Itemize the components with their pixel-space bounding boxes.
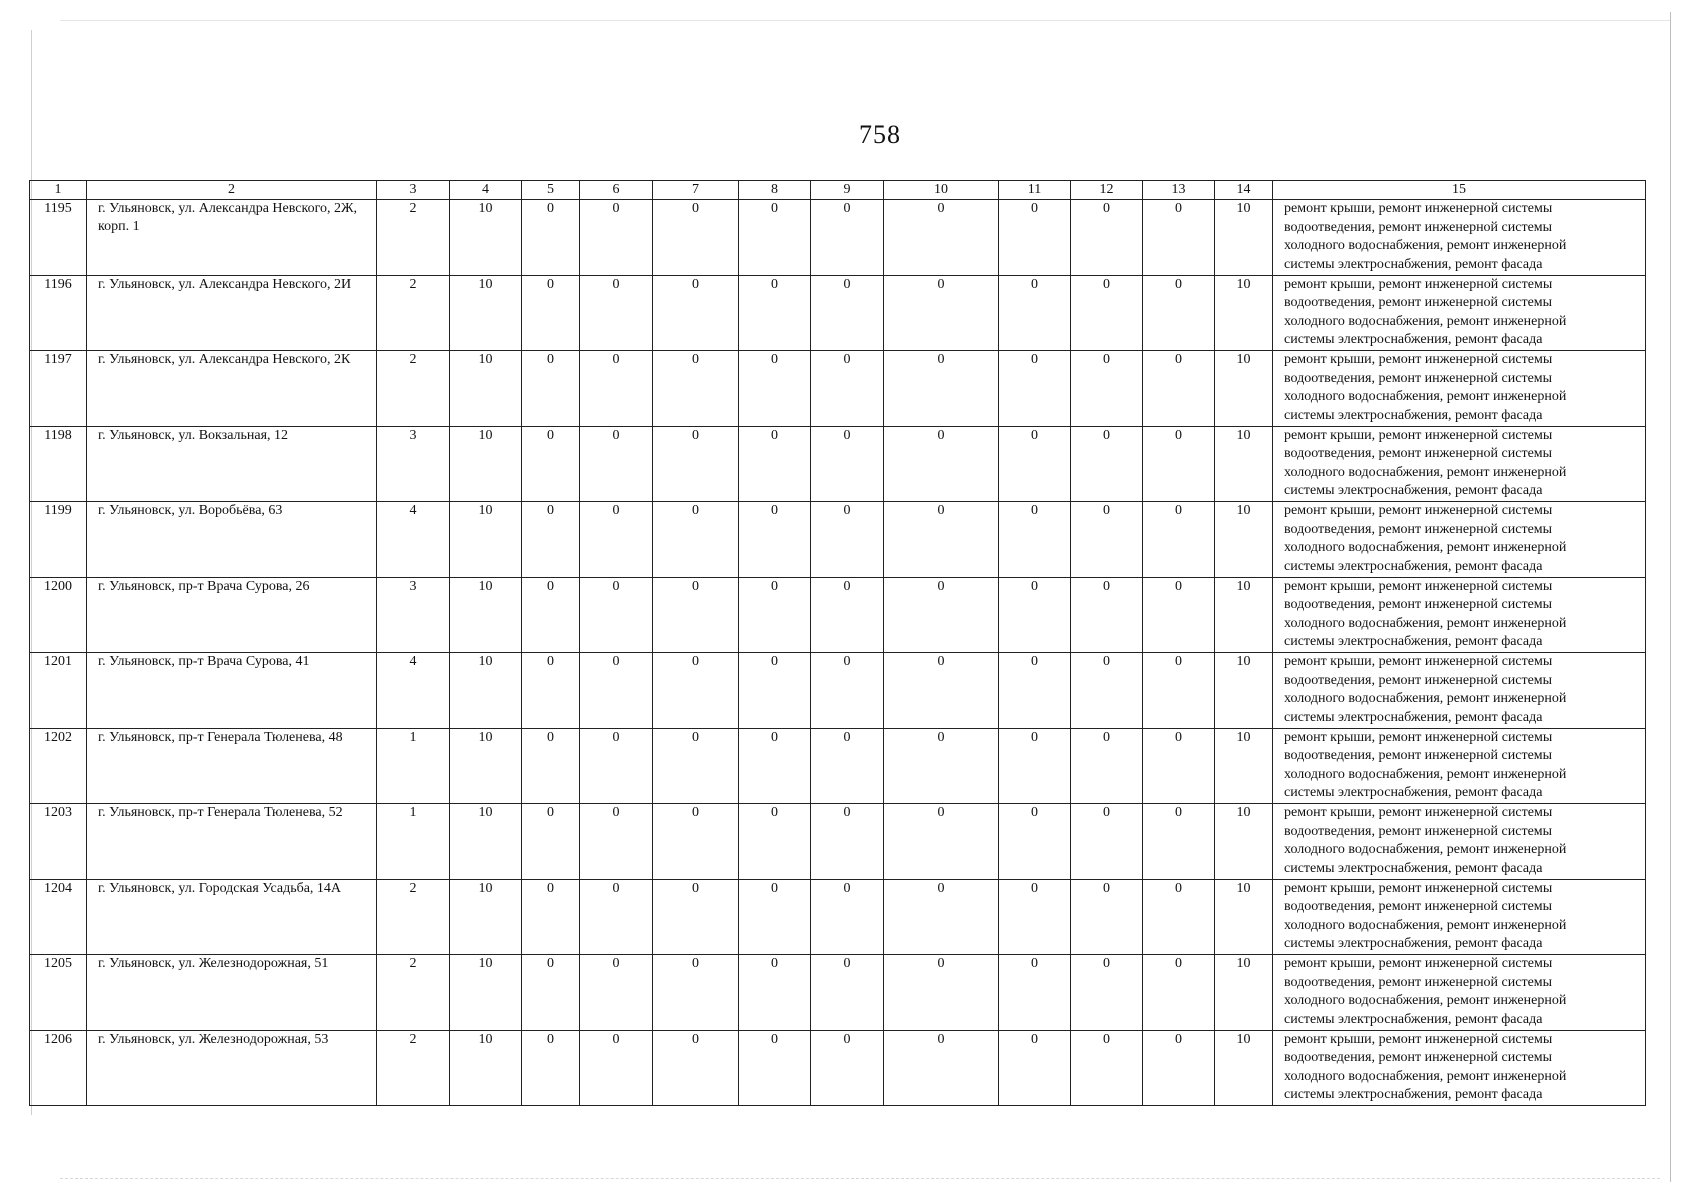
value-cell-col-11: 0: [999, 426, 1071, 502]
value-cell-col-4: 10: [450, 275, 522, 351]
table-row: [30, 955, 1646, 1031]
value-cell-col-10: 0: [884, 653, 999, 729]
value-cell-col-7: 0: [653, 1030, 739, 1106]
value-cell-col-13: 0: [1143, 728, 1215, 804]
value-cell-col-11: 0: [999, 653, 1071, 729]
address-cell: г. Ульяновск, ул. Александра Невского, 2Ж, корп. 1: [87, 200, 377, 276]
address-cell: г. Ульяновск, ул. Железнодорожная, 51: [87, 955, 377, 1031]
row-number-cell: 1202: [30, 728, 87, 804]
value-cell-col-7: 0: [653, 502, 739, 578]
column-header-12: 12: [1071, 181, 1143, 200]
work-types-line: ремонт крыши, ремонт инженерной системы: [1284, 503, 1553, 518]
value-cell-col-13: 0: [1143, 275, 1215, 351]
work-types-cell: [1273, 879, 1646, 955]
column-header-8: 8: [739, 181, 811, 200]
work-types-line: водоотведения, ремонт инженерной системы: [1284, 1050, 1553, 1065]
row-number-cell: 1200: [30, 577, 87, 653]
table-row: [30, 804, 1646, 880]
table-row: [30, 426, 1646, 502]
work-types-line: водоотведения, ремонт инженерной системы: [1284, 899, 1553, 914]
value-cell-col-6: 0: [580, 275, 653, 351]
table-row: [30, 200, 1646, 276]
work-types-line: системы электроснабжения, ремонт фасада: [1284, 785, 1543, 800]
column-header-4: 4: [450, 181, 522, 200]
column-header-5: 5: [522, 181, 580, 200]
value-cell-col-6: 0: [580, 200, 653, 276]
value-cell-col-5: 0: [522, 653, 580, 729]
value-cell-col-8: 0: [739, 728, 811, 804]
value-cell-col-7: 0: [653, 728, 739, 804]
work-types-line: водоотведения, ремонт инженерной системы: [1284, 370, 1553, 386]
value-cell-col-11: 0: [999, 1030, 1071, 1106]
value-cell-col-13: 0: [1143, 426, 1215, 502]
value-cell-col-12: 0: [1071, 275, 1143, 351]
value-cell-col-14: 10: [1215, 955, 1273, 1031]
value-cell-col-3: 2: [377, 879, 450, 955]
row-number-cell: 1201: [30, 653, 87, 729]
value-cell-col-14: 10: [1215, 351, 1273, 427]
scan-edge-top: [60, 20, 1670, 21]
value-cell-col-12: 0: [1071, 577, 1143, 653]
work-types-line: ремонт крыши, ремонт инженерной системы: [1284, 427, 1553, 443]
value-cell-col-11: 0: [999, 351, 1071, 427]
value-cell-col-3: 3: [377, 426, 450, 502]
value-cell-col-8: 0: [739, 879, 811, 955]
value-cell-col-5: 0: [522, 577, 580, 653]
value-cell-col-14: 10: [1215, 200, 1273, 276]
value-cell-col-11: 0: [999, 879, 1071, 955]
value-cell-col-12: 0: [1071, 879, 1143, 955]
value-cell-col-4: 10: [450, 577, 522, 653]
value-cell-col-11: 0: [999, 804, 1071, 880]
value-cell-col-7: 0: [653, 577, 739, 653]
value-cell-col-9: 0: [811, 426, 884, 502]
value-cell-col-4: 10: [450, 879, 522, 955]
value-cell-col-14: 10: [1215, 426, 1273, 502]
value-cell-col-4: 10: [450, 1030, 522, 1106]
table-row: [30, 351, 1646, 427]
work-types-cell: [1273, 653, 1646, 729]
value-cell-col-13: 0: [1143, 351, 1215, 427]
value-cell-col-11: 0: [999, 577, 1071, 653]
row-number-cell: 1199: [30, 502, 87, 578]
value-cell-col-5: 0: [522, 351, 580, 427]
row-number-cell: 1196: [30, 275, 87, 351]
work-types-line: водоотведения, ремонт инженерной системы: [1284, 748, 1553, 763]
work-types-line: ремонт крыши, ремонт инженерной системы: [1284, 880, 1553, 896]
value-cell-col-9: 0: [811, 653, 884, 729]
work-types-line: водоотведения, ремонт инженерной системы: [1284, 597, 1553, 612]
value-cell-col-12: 0: [1071, 653, 1143, 729]
value-cell-col-14: 10: [1215, 804, 1273, 880]
value-cell-col-12: 0: [1071, 1030, 1143, 1106]
value-cell-col-13: 0: [1143, 502, 1215, 578]
value-cell-col-8: 0: [739, 502, 811, 578]
value-cell-col-3: 2: [377, 955, 450, 1031]
value-cell-col-6: 0: [580, 577, 653, 653]
row-number-cell: 1195: [30, 200, 87, 276]
value-cell-col-10: 0: [884, 879, 999, 955]
work-types-line: ремонт крыши, ремонт инженерной системы: [1284, 1031, 1553, 1047]
table-row: [30, 577, 1646, 653]
value-cell-col-7: 0: [653, 804, 739, 880]
value-cell-col-6: 0: [580, 1030, 653, 1106]
address-cell: г. Ульяновск, ул. Вокзальная, 12: [87, 426, 377, 502]
work-types-line: системы электроснабжения, ремонт фасада: [1284, 709, 1543, 725]
work-types-line: ремонт крыши, ремонт инженерной системы: [1284, 956, 1553, 971]
column-header-7: 7: [653, 181, 739, 200]
value-cell-col-9: 0: [811, 728, 884, 804]
address-cell: г. Ульяновск, пр-т Генерала Тюленева, 48: [87, 728, 377, 804]
value-cell-col-14: 10: [1215, 577, 1273, 653]
work-types-line: холодного водоснабжения, ремонт инженерной: [1284, 238, 1567, 253]
value-cell-col-3: 3: [377, 577, 450, 653]
value-cell-col-10: 0: [884, 1030, 999, 1106]
value-cell-col-14: 10: [1215, 728, 1273, 804]
column-header-6: 6: [580, 181, 653, 200]
row-number-cell: 1206: [30, 1030, 87, 1106]
work-types-line: системы электроснабжения, ремонт фасада: [1284, 1011, 1543, 1027]
value-cell-col-13: 0: [1143, 955, 1215, 1031]
value-cell-col-13: 0: [1143, 653, 1215, 729]
value-cell-col-14: 10: [1215, 275, 1273, 351]
work-types-cell: [1273, 502, 1646, 578]
table-row: [30, 879, 1646, 955]
value-cell-col-12: 0: [1071, 804, 1143, 880]
work-types-line: холодного водоснабжения, ремонт инженерной: [1284, 842, 1567, 857]
work-types-line: системы электроснабжения, ремонт фасада: [1284, 860, 1543, 876]
value-cell-col-11: 0: [999, 955, 1071, 1031]
work-types-line: водоотведения, ремонт инженерной системы: [1284, 823, 1553, 839]
value-cell-col-9: 0: [811, 577, 884, 653]
value-cell-col-8: 0: [739, 1030, 811, 1106]
work-types-line: ремонт крыши, ремонт инженерной системы: [1284, 201, 1553, 216]
value-cell-col-3: 4: [377, 502, 450, 578]
row-number-cell: 1197: [30, 351, 87, 427]
value-cell-col-4: 10: [450, 804, 522, 880]
column-header-10: 10: [884, 181, 999, 200]
work-types-line: холодного водоснабжения, ремонт инженерной: [1284, 691, 1567, 706]
value-cell-col-8: 0: [739, 351, 811, 427]
work-types-line: холодного водоснабжения, ремонт инженерной: [1284, 464, 1567, 480]
value-cell-col-9: 0: [811, 955, 884, 1031]
value-cell-col-12: 0: [1071, 955, 1143, 1031]
work-types-line: системы электроснабжения, ремонт фасада: [1284, 634, 1543, 649]
value-cell-col-7: 0: [653, 426, 739, 502]
value-cell-col-9: 0: [811, 1030, 884, 1106]
row-number-cell: 1203: [30, 804, 87, 880]
value-cell-col-3: 4: [377, 653, 450, 729]
value-cell-col-8: 0: [739, 653, 811, 729]
value-cell-col-10: 0: [884, 955, 999, 1031]
value-cell-col-4: 10: [450, 502, 522, 578]
value-cell-col-6: 0: [580, 351, 653, 427]
value-cell-col-6: 0: [580, 502, 653, 578]
row-number-cell: 1204: [30, 879, 87, 955]
value-cell-col-6: 0: [580, 804, 653, 880]
value-cell-col-6: 0: [580, 426, 653, 502]
value-cell-col-11: 0: [999, 275, 1071, 351]
work-types-cell: [1273, 577, 1646, 653]
page-number: 758: [859, 120, 901, 149]
table-row: [30, 1030, 1646, 1106]
work-types-line: ремонт крыши, ремонт инженерной системы: [1284, 352, 1553, 367]
value-cell-col-5: 0: [522, 275, 580, 351]
table-row: [30, 275, 1646, 351]
work-types-cell: [1273, 426, 1646, 502]
address-cell: г. Ульяновск, ул. Железнодорожная, 53: [87, 1030, 377, 1106]
work-types-line: системы электроснабжения, ремонт фасада: [1284, 483, 1543, 498]
table-row: [30, 502, 1646, 578]
work-types-cell: [1273, 275, 1646, 351]
value-cell-col-9: 0: [811, 502, 884, 578]
address-cell: г. Ульяновск, пр-т Врача Сурова, 26: [87, 577, 377, 653]
value-cell-col-5: 0: [522, 426, 580, 502]
value-cell-col-4: 10: [450, 351, 522, 427]
value-cell-col-7: 0: [653, 879, 739, 955]
value-cell-col-11: 0: [999, 502, 1071, 578]
table-body: [30, 200, 1646, 1106]
work-types-line: холодного водоснабжения, ремонт инженерной: [1284, 615, 1567, 631]
value-cell-col-7: 0: [653, 200, 739, 276]
work-types-line: холодного водоснабжения, ремонт инженерной: [1284, 540, 1567, 555]
value-cell-col-13: 0: [1143, 804, 1215, 880]
table-row: [30, 728, 1646, 804]
value-cell-col-8: 0: [739, 577, 811, 653]
work-types-line: ремонт крыши, ремонт инженерной системы: [1284, 654, 1553, 669]
work-types-line: холодного водоснабжения, ремонт инженерной: [1284, 1068, 1567, 1084]
value-cell-col-7: 0: [653, 275, 739, 351]
column-header-9: 9: [811, 181, 884, 200]
work-types-cell: [1273, 1030, 1646, 1106]
work-types-cell: [1273, 804, 1646, 880]
value-cell-col-6: 0: [580, 879, 653, 955]
address-cell: г. Ульяновск, ул. Александра Невского, 2И: [87, 275, 377, 351]
work-types-line: холодного водоснабжения, ремонт инженерной: [1284, 917, 1567, 933]
value-cell-col-13: 0: [1143, 879, 1215, 955]
work-types-line: ремонт крыши, ремонт инженерной системы: [1284, 729, 1553, 745]
value-cell-col-12: 0: [1071, 426, 1143, 502]
value-cell-col-8: 0: [739, 955, 811, 1031]
value-cell-col-4: 10: [450, 653, 522, 729]
value-cell-col-3: 2: [377, 1030, 450, 1106]
value-cell-col-7: 0: [653, 955, 739, 1031]
column-header-14: 14: [1215, 181, 1273, 200]
work-types-line: холодного водоснабжения, ремонт инженерной: [1284, 993, 1567, 1008]
work-types-line: ремонт крыши, ремонт инженерной системы: [1284, 578, 1553, 594]
work-types-line: водоотведения, ремонт инженерной системы: [1284, 295, 1553, 310]
table-header-row: [30, 181, 1646, 200]
column-header-15: 15: [1273, 181, 1646, 200]
work-types-line: системы электроснабжения, ремонт фасада: [1284, 407, 1543, 423]
row-number-cell: 1198: [30, 426, 87, 502]
value-cell-col-5: 0: [522, 502, 580, 578]
value-cell-col-10: 0: [884, 577, 999, 653]
work-types-line: системы электроснабжения, ремонт фасада: [1284, 936, 1543, 951]
value-cell-col-10: 0: [884, 502, 999, 578]
value-cell-col-3: 1: [377, 804, 450, 880]
work-types-line: системы электроснабжения, ремонт фасада: [1284, 332, 1543, 347]
work-types-line: водоотведения, ремонт инженерной системы: [1284, 974, 1553, 990]
value-cell-col-12: 0: [1071, 200, 1143, 276]
value-cell-col-4: 10: [450, 728, 522, 804]
value-cell-col-11: 0: [999, 728, 1071, 804]
value-cell-col-5: 0: [522, 955, 580, 1031]
data-table: [29, 180, 1646, 1106]
value-cell-col-10: 0: [884, 426, 999, 502]
value-cell-col-3: 2: [377, 351, 450, 427]
value-cell-col-14: 10: [1215, 502, 1273, 578]
value-cell-col-5: 0: [522, 804, 580, 880]
value-cell-col-8: 0: [739, 426, 811, 502]
column-header-3: 3: [377, 181, 450, 200]
value-cell-col-9: 0: [811, 275, 884, 351]
value-cell-col-10: 0: [884, 351, 999, 427]
value-cell-col-13: 0: [1143, 1030, 1215, 1106]
address-cell: г. Ульяновск, пр-т Врача Сурова, 41: [87, 653, 377, 729]
value-cell-col-4: 10: [450, 426, 522, 502]
work-types-line: холодного водоснабжения, ремонт инженерной: [1284, 766, 1567, 782]
value-cell-col-9: 0: [811, 200, 884, 276]
scan-edge-right: [1670, 12, 1671, 1182]
work-types-line: системы электроснабжения, ремонт фасада: [1284, 256, 1543, 272]
value-cell-col-8: 0: [739, 804, 811, 880]
column-header-13: 13: [1143, 181, 1215, 200]
value-cell-col-7: 0: [653, 351, 739, 427]
value-cell-col-3: 1: [377, 728, 450, 804]
work-types-cell: [1273, 351, 1646, 427]
value-cell-col-5: 0: [522, 728, 580, 804]
work-types-line: ремонт крыши, ремонт инженерной системы: [1284, 276, 1553, 292]
value-cell-col-11: 0: [999, 200, 1071, 276]
value-cell-col-9: 0: [811, 351, 884, 427]
value-cell-col-14: 10: [1215, 1030, 1273, 1106]
work-types-line: водоотведения, ремонт инженерной системы: [1284, 446, 1553, 461]
work-types-cell: [1273, 955, 1646, 1031]
work-types-cell: [1273, 728, 1646, 804]
value-cell-col-14: 10: [1215, 879, 1273, 955]
value-cell-col-3: 2: [377, 275, 450, 351]
work-types-line: водоотведения, ремонт инженерной системы: [1284, 672, 1553, 688]
column-header-11: 11: [999, 181, 1071, 200]
value-cell-col-7: 0: [653, 653, 739, 729]
row-number-cell: 1205: [30, 955, 87, 1031]
value-cell-col-10: 0: [884, 804, 999, 880]
work-types-line: холодного водоснабжения, ремонт инженерной: [1284, 389, 1567, 404]
value-cell-col-4: 10: [450, 955, 522, 1031]
value-cell-col-6: 0: [580, 728, 653, 804]
value-cell-col-12: 0: [1071, 728, 1143, 804]
value-cell-col-8: 0: [739, 275, 811, 351]
value-cell-col-3: 2: [377, 200, 450, 276]
value-cell-col-5: 0: [522, 1030, 580, 1106]
value-cell-col-9: 0: [811, 879, 884, 955]
value-cell-col-14: 10: [1215, 653, 1273, 729]
value-cell-col-4: 10: [450, 200, 522, 276]
column-header-2: 2: [87, 181, 377, 200]
work-types-line: системы электроснабжения, ремонт фасада: [1284, 558, 1543, 574]
value-cell-col-10: 0: [884, 275, 999, 351]
work-types-line: водоотведения, ремонт инженерной системы: [1284, 219, 1553, 235]
value-cell-col-9: 0: [811, 804, 884, 880]
value-cell-col-12: 0: [1071, 502, 1143, 578]
column-header-1: 1: [30, 181, 87, 200]
work-types-cell: [1273, 200, 1646, 276]
value-cell-col-8: 0: [739, 200, 811, 276]
value-cell-col-6: 0: [580, 955, 653, 1031]
value-cell-col-12: 0: [1071, 351, 1143, 427]
work-types-line: системы электроснабжения, ремонт фасада: [1284, 1087, 1543, 1102]
work-types-line: холодного водоснабжения, ремонт инженерной: [1284, 313, 1567, 329]
value-cell-col-5: 0: [522, 879, 580, 955]
table-row: [30, 653, 1646, 729]
address-cell: г. Ульяновск, ул. Александра Невского, 2К: [87, 351, 377, 427]
address-cell: г. Ульяновск, пр-т Генерала Тюленева, 52: [87, 804, 377, 880]
value-cell-col-5: 0: [522, 200, 580, 276]
work-types-line: ремонт крыши, ремонт инженерной системы: [1284, 805, 1553, 820]
value-cell-col-6: 0: [580, 653, 653, 729]
value-cell-col-13: 0: [1143, 577, 1215, 653]
scan-edge-bottom: [60, 1178, 1660, 1179]
value-cell-col-10: 0: [884, 200, 999, 276]
value-cell-col-13: 0: [1143, 200, 1215, 276]
work-types-line: водоотведения, ремонт инженерной системы: [1284, 521, 1553, 537]
address-cell: г. Ульяновск, ул. Воробьёва, 63: [87, 502, 377, 578]
address-cell: г. Ульяновск, ул. Городская Усадьба, 14А: [87, 879, 377, 955]
value-cell-col-10: 0: [884, 728, 999, 804]
